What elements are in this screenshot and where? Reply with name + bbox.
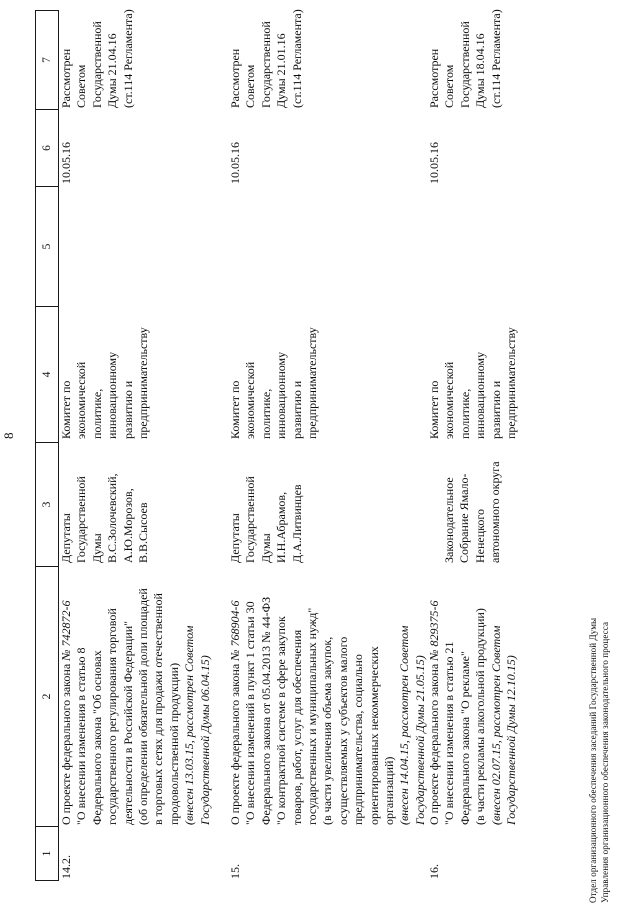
text-line: "О контрактной системе в сфере закупок (274, 616, 289, 825)
column-header-2: 2 (36, 567, 58, 827)
text-line: (ст.114 Регламента) (120, 9, 135, 108)
text-line: Депутаты (228, 513, 242, 563)
bill-title-cell (59, 588, 213, 825)
text-line: Комитет по (59, 380, 73, 439)
committee-cell (427, 327, 519, 439)
text-line: Государственной (243, 476, 258, 563)
text-line: (внесен 14.04.15, рассмотрен Советом (397, 625, 412, 825)
text-line: "О внесении изменения в статью 8 (74, 647, 89, 825)
text-line: политике, (258, 388, 273, 439)
text-line: В.С.Золочевский, (105, 473, 120, 563)
text-line: Думы 18.04.16 (473, 33, 488, 108)
text-line: инновационному (274, 351, 289, 439)
text-line: Советом (243, 64, 258, 108)
text-line: (ст.114 Регламента) (488, 9, 503, 108)
text-line: Рассмотрен (59, 48, 73, 108)
text-line: О проекте федерального закона № 829375-6 (427, 600, 441, 825)
text-line: политике, (89, 388, 104, 439)
text-line: Законодательное (442, 477, 456, 563)
text-line: Депутаты (59, 513, 73, 563)
row-number-cell: 14.2. (59, 855, 73, 879)
text-line: инновационному (105, 351, 120, 439)
text-line: организаций) (382, 756, 397, 825)
text-line: продовольственной продукции) (166, 662, 181, 825)
initiators-cell (228, 476, 305, 563)
text-line: инновационному (473, 351, 488, 439)
bill-title-cell (228, 597, 428, 825)
text-line: предпринимательству (504, 327, 519, 439)
text-line: Федерального закона "Об основах (89, 650, 104, 825)
status-cell (427, 9, 504, 108)
text-line: (внесен 13.03.15, рассмотрен Советом (182, 625, 197, 825)
review-date-cell: 10.05.16 (427, 142, 441, 184)
text-line: экономической (74, 361, 89, 439)
text-line: Государственной Думы 12.10.15) (504, 655, 519, 825)
text-line: О проекте федерального закона № 768904-6 (228, 600, 242, 825)
bill-title-cell (427, 601, 519, 825)
text-line: Собрание Ямало- (457, 473, 472, 563)
text-line: экономической (442, 361, 457, 439)
committee-cell (228, 327, 320, 439)
footer-line: Управления организационного обеспечения законодательного процесса (599, 621, 610, 903)
text-line: И.Н.Абрамов, (274, 491, 289, 563)
footer-line: Отдел организационного обеспечения заседаний Государственной Думы (588, 617, 598, 903)
text-line: предпринимательству (136, 327, 151, 439)
text-line: автономного округа (488, 461, 503, 563)
text-line: осуществляемых у субъектов малого (335, 636, 350, 825)
initiators-cell (59, 474, 151, 564)
text-line: в торговых сетях для продажи отечественной (151, 593, 166, 825)
text-line: "О внесении изменений в пункт 1 статьи 30 (243, 601, 258, 825)
text-line: государственных и муниципальных нужд" (305, 607, 320, 825)
text-line: политике, (457, 388, 472, 439)
committee-cell (59, 327, 151, 439)
text-line: Государственной (74, 476, 89, 563)
text-line: Федерального закона "О рекламе" (457, 651, 472, 825)
table-header-row (35, 10, 59, 881)
text-line: экономической (243, 361, 258, 439)
text-line: Советом (74, 64, 89, 108)
text-line: Государственной Думы 21.05.15) (412, 655, 427, 825)
row-number-cell: 15. (228, 864, 242, 879)
text-line: (об определении обязательной доли площадей (136, 588, 151, 825)
text-line: Государственной (457, 21, 472, 108)
text-line: Думы (258, 533, 273, 563)
text-line: Думы 21.04.16 (105, 33, 120, 108)
column-header-3: 3 (36, 443, 58, 567)
text-line: Ненецкого (472, 508, 487, 563)
text-line: В.В.Сысоев (136, 502, 151, 563)
text-line: товаров, работ, услуг для обеспечения (289, 629, 304, 825)
status-cell (228, 9, 305, 108)
text-line: "О внесении изменения в статью 21 (442, 641, 457, 825)
status-cell (59, 9, 136, 108)
text-line: (ст.114 Регламента) (289, 9, 304, 108)
text-line: (в части рекламы алкогольной продукции) (473, 608, 488, 825)
text-line: Рассмотрен (228, 48, 242, 108)
column-header-7: 7 (36, 10, 58, 110)
column-header-6: 6 (36, 110, 58, 187)
text-line: развитию и (289, 380, 304, 439)
text-line: (в части увеличения объема закупок, (320, 636, 335, 825)
text-line: деятельности в Российской Федерации" (120, 620, 135, 825)
text-line: Советом (442, 64, 457, 108)
text-line: А.Ю.Морозов, (120, 488, 135, 563)
text-line: Комитет по (427, 380, 441, 439)
text-line: О проекте федерального закона № 742872-6 (59, 600, 73, 825)
text-line: развитию и (120, 380, 135, 439)
text-line: развитию и (488, 380, 503, 439)
text-line: предпринимательства, социально (351, 654, 366, 825)
text-line: государственного регулирования торговой (105, 608, 120, 825)
footer-note (588, 618, 611, 903)
text-line: Государственной (258, 21, 273, 108)
text-line: предпринимательству (305, 327, 320, 439)
initiators-cell (442, 461, 504, 563)
text-line: (внесен 02.07.15, рассмотрен Советом (488, 625, 503, 825)
page-number: 8 (1, 432, 16, 439)
review-date-cell: 10.05.16 (228, 142, 242, 184)
text-line: Комитет по (228, 380, 242, 439)
review-date-cell: 10.05.16 (59, 142, 73, 184)
text-line: Д.А.Литвинцев (289, 484, 304, 563)
text-line: Государственной Думы 06.04.15) (197, 655, 212, 825)
column-header-4: 4 (36, 307, 58, 443)
text-line: Думы (89, 533, 104, 563)
text-line: Федерального закона от 05.04.2013 № 44-ФЗ (258, 596, 273, 825)
text-line: ориентированных некоммерческих (366, 646, 381, 825)
column-header-5: 5 (36, 187, 58, 307)
text-line: Государственной (89, 21, 104, 108)
text-line: Рассмотрен (427, 48, 441, 108)
text-line: Думы 21.01.16 (274, 33, 289, 108)
row-number-cell: 16. (427, 864, 441, 879)
column-header-1: 1 (36, 827, 58, 881)
